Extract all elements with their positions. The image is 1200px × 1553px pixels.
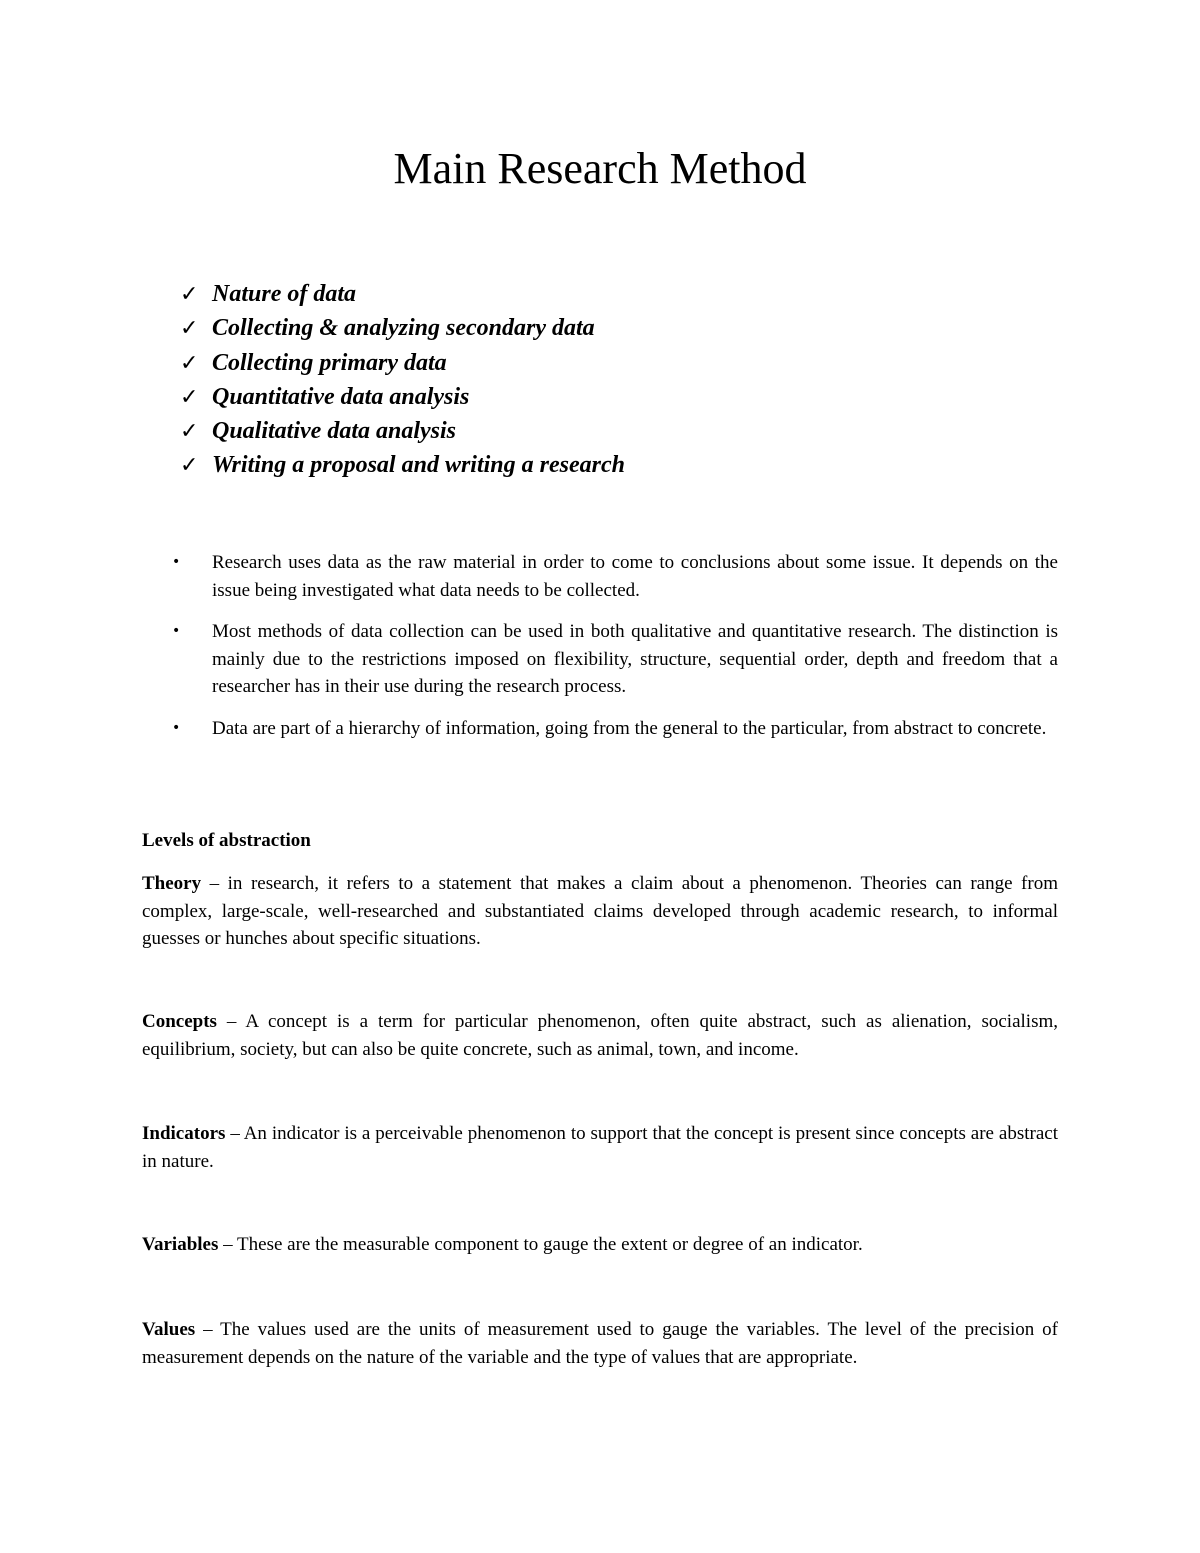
bullet-text: Research uses data as the raw material in order to come to conclusions about some issue. It depends on the issue being investigated what data needs to be collected. [212,552,1058,601]
checklist-item [180,350,625,384]
bullet-item [172,549,1058,604]
definition-values [142,1316,1058,1371]
checklist-item [180,281,625,315]
checklist-item [180,315,625,349]
checklist-item-label: Collecting & analyzing secondary data [212,315,595,342]
bullet-list [172,549,1058,756]
definition-text: – in research, it refers to a statement that makes a claim about a phenomenon. Theories can range from complex, large-scale, well-researched and substantiated claims developed through academic research, to informal guesses or hunches about specific situations. [142,873,1058,949]
definition-concepts [142,1008,1058,1063]
topic-checklist [180,281,625,487]
bullet-icon: • [172,623,181,639]
definition-term: Theory [142,873,202,894]
page-title: Main Research Method [393,144,807,193]
bullet-text: Data are part of a hierarchy of information, going from the general to the particular, from abstract to concrete. [212,717,1047,739]
definition-text: – An indicator is a perceivable phenomenon to support that the concept is present since concepts are abstract in nature. [142,1123,1058,1172]
checkmark-icon: ✓ [180,282,199,307]
checkmark-icon: ✓ [180,316,199,342]
checklist-item-label: Nature of data [212,281,356,307]
section-heading: Levels of abstraction [142,830,311,851]
checkmark-icon: ✓ [180,384,199,410]
checklist-item-label: Collecting primary data [212,349,447,376]
checkmark-icon: ✓ [180,453,199,479]
definition-term: Indicators [142,1123,226,1144]
bullet-icon: • [172,554,181,570]
checklist-item-label: Quantitative data analysis [212,383,470,410]
bullet-text: Most methods of data collection can be used in both qualitative and quantitative research. The distinction is mainly due to the restrictions imposed on flexibility, structure, sequential order, depth and freedom that a researcher has in their use during the research process. [212,621,1058,697]
bullet-item [172,618,1058,701]
checklist-item [180,418,625,452]
checkmark-icon: ✓ [180,419,199,445]
checkmark-icon: ✓ [180,350,199,376]
definition-variables [142,1231,1058,1259]
definition-indicators [142,1120,1058,1175]
checklist-item [180,452,625,486]
definition-term: Variables [142,1234,219,1255]
bullet-icon: • [172,719,181,736]
checklist-item-label: Writing a proposal and writing a research [212,452,625,479]
definition-theory [142,870,1058,953]
checklist-item [180,384,625,418]
definition-text: – The values used are the units of measurement used to gauge the variables. The level of the precision of measurement depends on the nature of the variable and the type of values that are appropriate. [142,1319,1058,1368]
definition-text: – A concept is a term for particular phenomenon, often quite abstract, such as alienation, socialism, equilibrium, society, but can also be quite concrete, such as animal, town, and income. [142,1011,1058,1060]
definition-term: Concepts [142,1011,217,1032]
definition-text: – These are the measurable component to gauge the extent or degree of an indicator. [218,1234,863,1255]
definition-term: Values [142,1319,196,1340]
checklist-item-label: Qualitative data analysis [212,418,457,445]
bullet-item [172,715,1058,743]
